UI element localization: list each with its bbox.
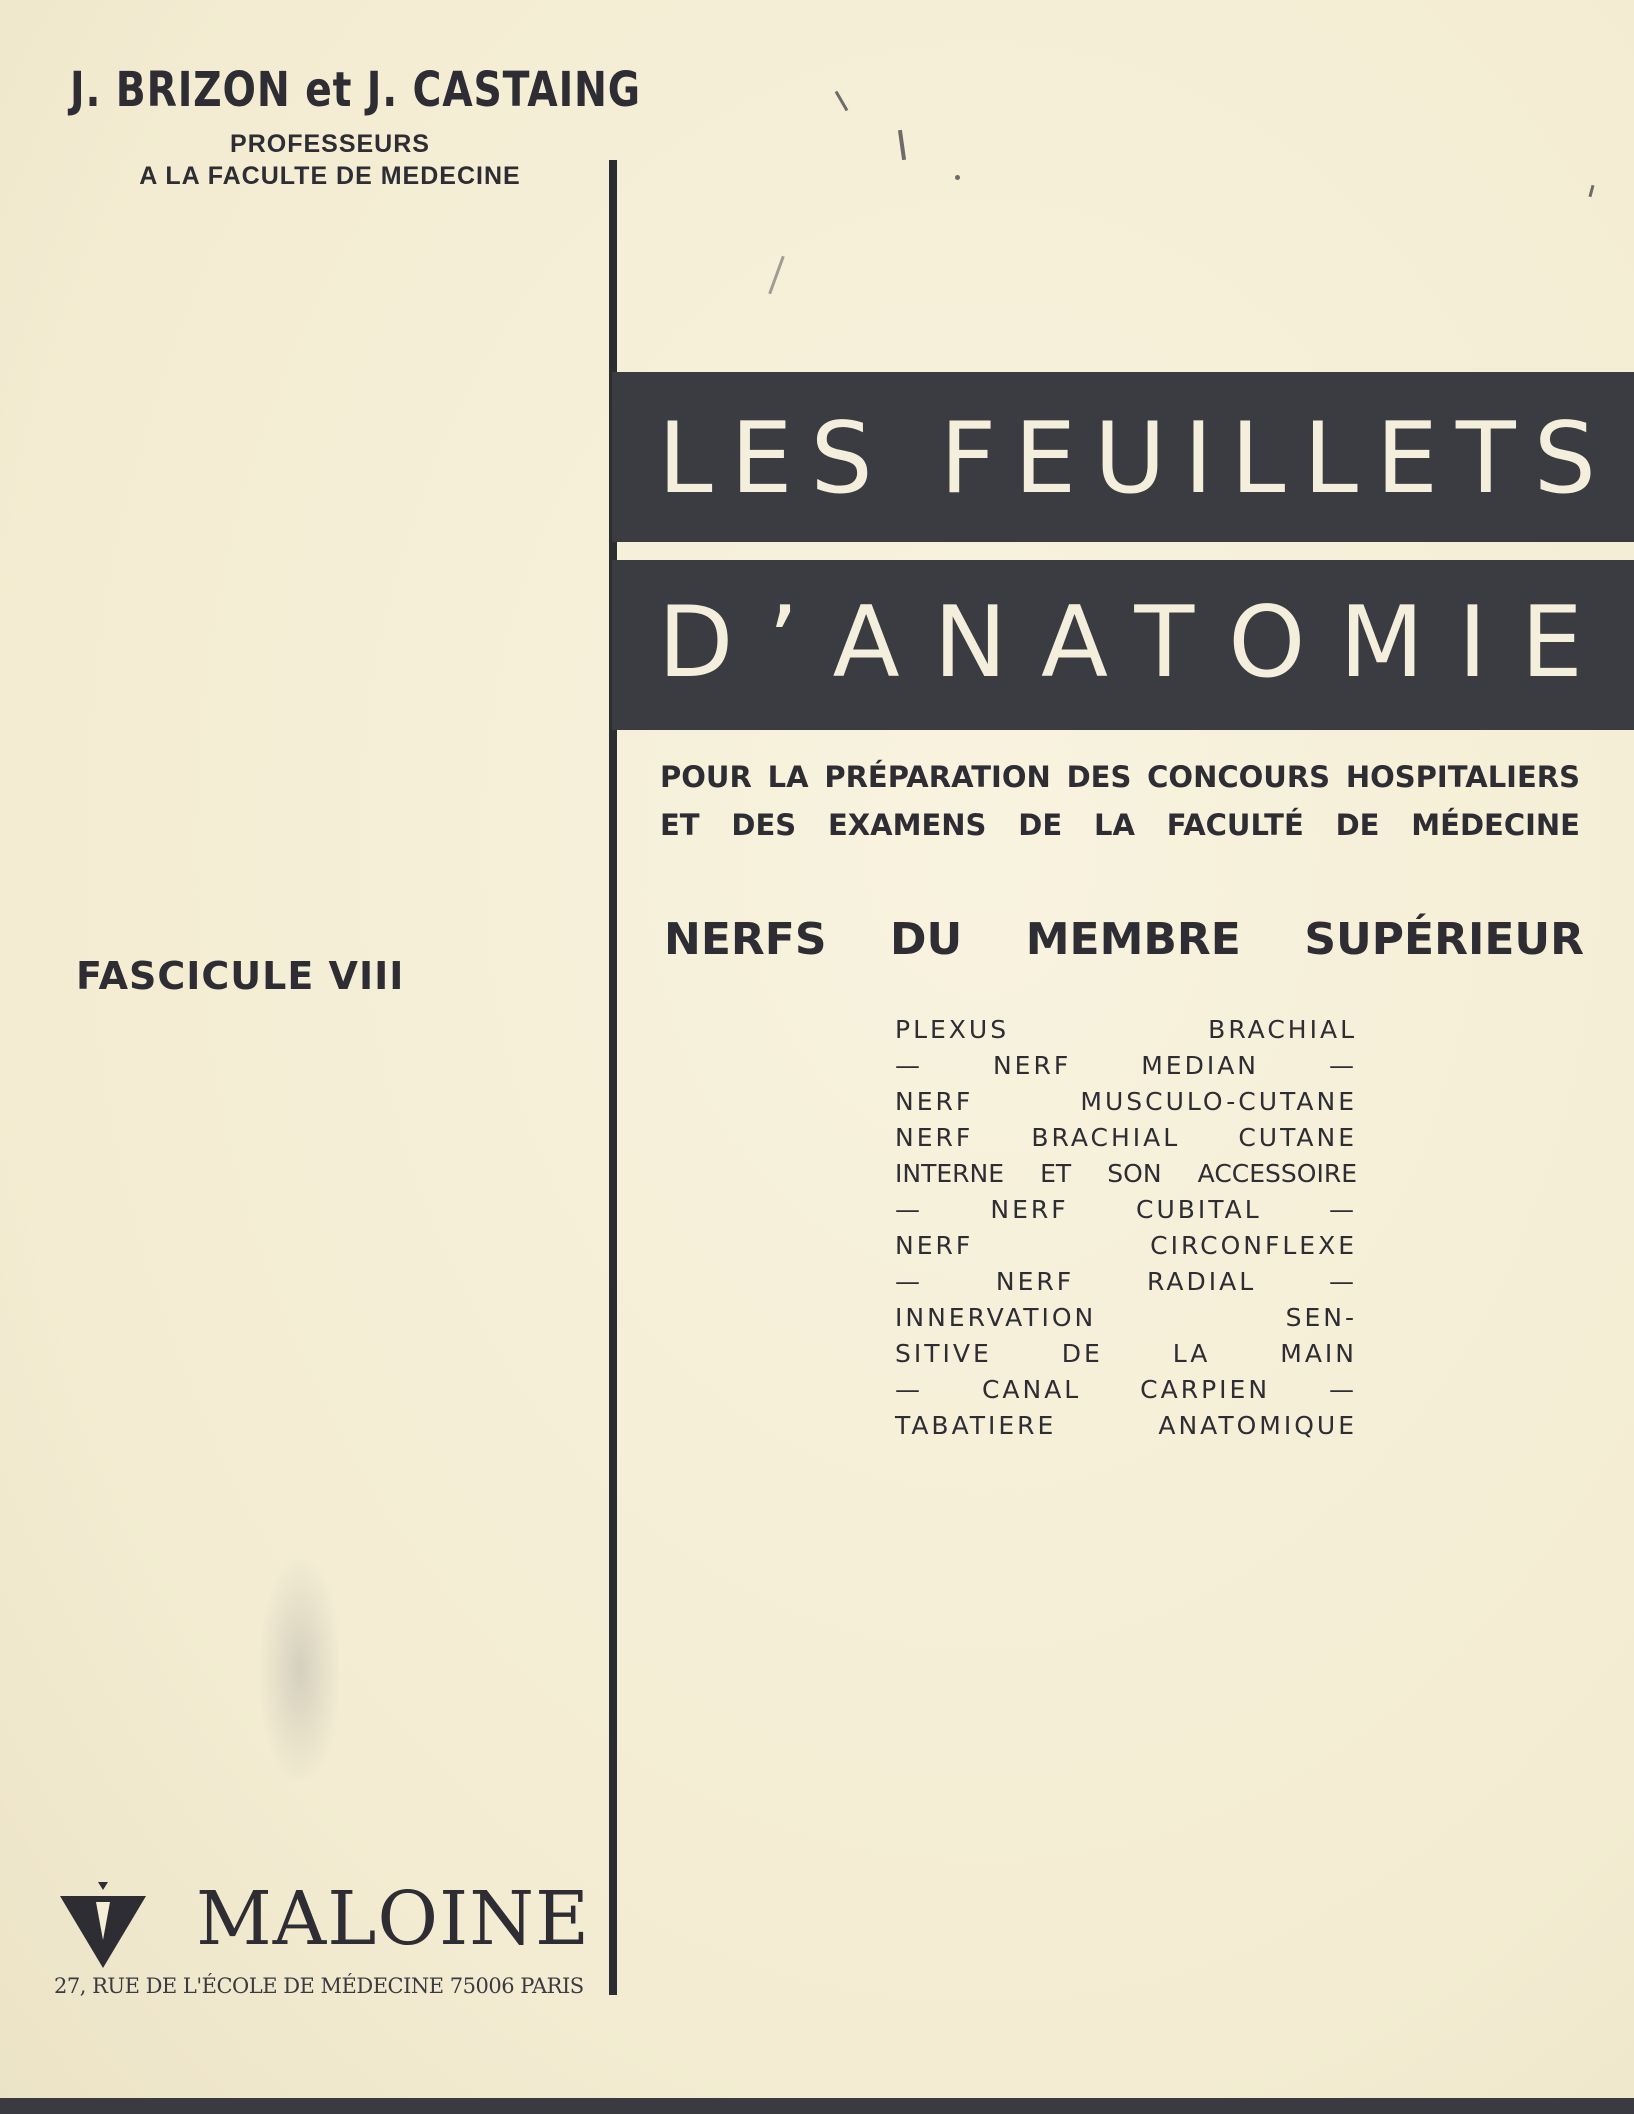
paper-smudge [260, 1560, 340, 1780]
authors: J. BRIZON et J. CASTAING [70, 62, 641, 118]
subtitle-line-1: POUR LA PRÉPARATION DES CONCOURS HOSPITALIERS [660, 760, 1580, 794]
author-role-line-2: A LA FACULTE DE MEDECINE [139, 162, 521, 190]
paper-speck [1588, 185, 1594, 197]
title-band-1 [612, 372, 1634, 542]
publisher-name: MALOINE [196, 1876, 591, 1962]
title-line-1: LES FEUILLETS [658, 402, 1614, 516]
cover-bottom-edge [0, 2098, 1634, 2114]
topic-item: PLEXUS BRACHIAL [895, 1015, 1357, 1044]
section-title: NERFS DU MEMBRE SUPÉRIEUR [664, 914, 1584, 965]
topic-item: — NERF CUBITAL — [895, 1195, 1357, 1224]
topic-item: INNERVATION SEN- [895, 1303, 1357, 1332]
title-line-2: D’ANATOMIE [658, 586, 1617, 700]
topic-item: SITIVE DE LA MAIN [895, 1339, 1357, 1368]
topic-item: — CANAL CARPIEN — [895, 1375, 1357, 1404]
publisher-block [60, 1876, 600, 1986]
topic-item: NERF BRACHIAL CUTANE [895, 1123, 1357, 1152]
paper-speck [768, 256, 784, 295]
topic-item: — NERF RADIAL — [895, 1267, 1357, 1296]
topic-item: — NERF MEDIAN — [895, 1051, 1357, 1080]
author-role-line-1: PROFESSEURS [230, 130, 430, 158]
topic-item: NERF CIRCONFLEXE [895, 1231, 1357, 1260]
topic-item: INTERNE ET SON ACCESSOIRE [895, 1159, 1357, 1188]
paper-speck [835, 91, 849, 112]
paper-speck [955, 175, 960, 180]
subtitle-line-2: ET DES EXAMENS DE LA FACULTÉ DE MÉDECINE [660, 808, 1580, 842]
paper-speck [898, 130, 906, 160]
topic-item: NERF MUSCULO-CUTANE [895, 1087, 1357, 1116]
topic-item: TABATIERE ANATOMIQUE [895, 1411, 1357, 1440]
maloine-logo-icon [60, 1880, 146, 1970]
publisher-address: 27, RUE DE L'ÉCOLE DE MÉDECINE 75006 PARIS [54, 1974, 584, 1998]
topics-list [895, 1012, 1357, 1444]
title-band-2 [612, 560, 1634, 730]
fascicle-label: FASCICULE VIII [76, 954, 405, 998]
